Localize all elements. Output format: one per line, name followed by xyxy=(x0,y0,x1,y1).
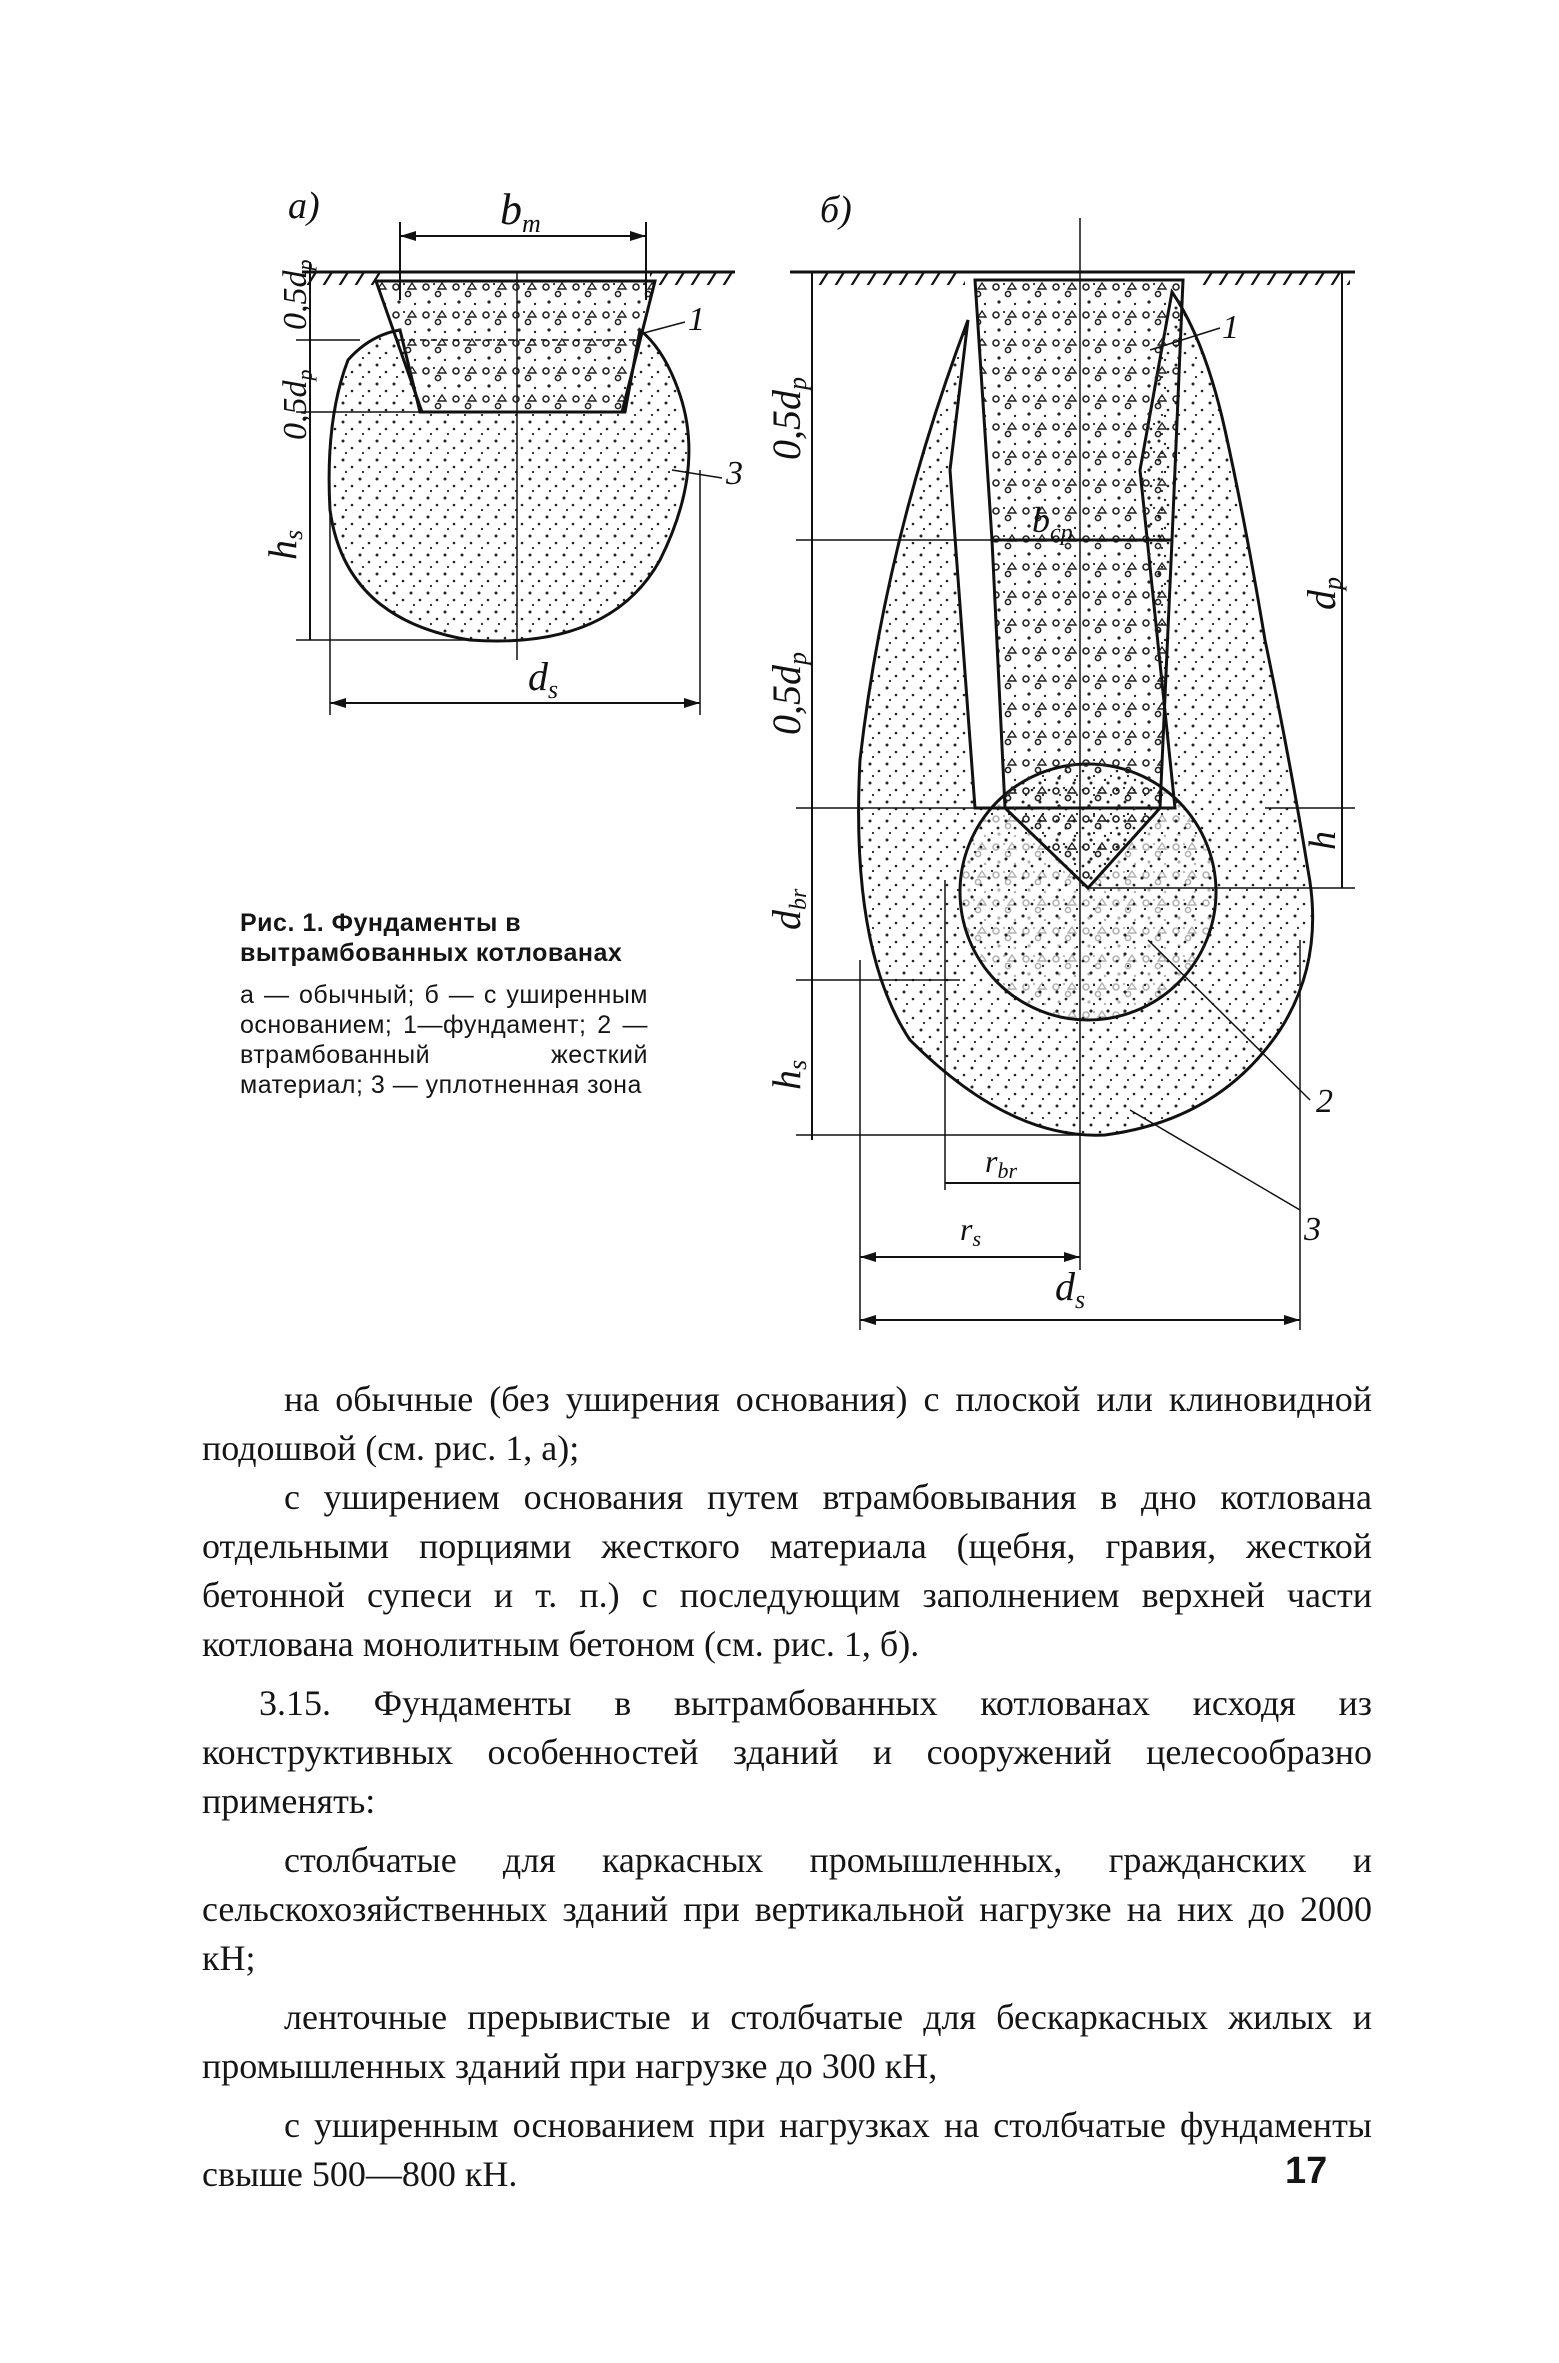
dim-ds: $d_s$ xyxy=(528,654,559,704)
paragraph-1: на обычные (без уширения основания) с плоской или клиновидной подошвой (см. рис. 1, а); xyxy=(202,1379,1372,1468)
dim-b-rbr: rbr xyxy=(985,1143,1018,1183)
panel-a xyxy=(260,185,743,715)
paragraph-4: столбчатые для каркасных промышленных, гражданских и сельскохозяйственных зданий при вертикальной нагрузке на них до 2000 кН; xyxy=(202,1840,1372,1978)
dim-half-dp-2: 0,5dp xyxy=(277,369,317,440)
dim-half-dp-1: 0,5dp xyxy=(277,259,317,330)
dim-b-rs: rs xyxy=(960,1211,982,1251)
dim-hs: hs xyxy=(260,529,308,560)
dim-b-dp: dp xyxy=(1299,577,1347,610)
caption-body: а — обычный; б — с уширенным основанием; 1—фундамент; 2 — втрамбованный жесткий материал; 3 — уплотненная зона xyxy=(240,981,648,1099)
panel-b xyxy=(764,189,1355,1330)
panel-b-label: б) xyxy=(820,189,852,231)
body-text xyxy=(202,1375,1372,2199)
caption-title: Рис. 1. Фундаменты в вытрамбованных котлованах xyxy=(240,909,623,967)
callout-b-3: 3 xyxy=(1304,1211,1321,1248)
page-number: 17 xyxy=(1285,2150,1328,2192)
callout-b-1: 1 xyxy=(1222,309,1239,346)
paragraph-2: с уширением основания путем втрамбовывания в дно котлована отдельными порциями жесткого материала (щебня, гравия, жесткой бетонной супеси и т. п.) с последующим заполнением верхней части котлована монолитным бетоном (см. рис. 1, б). xyxy=(202,1477,1372,1664)
panel-a-label: а) xyxy=(288,185,320,227)
dim-b-h: h xyxy=(1302,831,1344,850)
callout-a-3: 3 xyxy=(726,455,743,492)
callout-b-2: 2 xyxy=(1316,1083,1333,1120)
dim-b-dbr: dbr xyxy=(764,888,812,930)
dim-b-half-dp-2: 0,5dp xyxy=(764,652,812,735)
paragraph-5: ленточные прерывистые и столбчатые для бескаркасных жилых и промышленных зданий при нагрузке до 300 кН, xyxy=(202,1997,1372,2086)
figure-caption xyxy=(240,908,648,1100)
callout-a-1: 1 xyxy=(688,301,705,338)
paragraph-6: с уширенным основанием при нагрузках на столбчатые фундаменты свыше 500—800 кН. xyxy=(202,2105,1372,2194)
dim-b-half-dp-1: 0,5dp xyxy=(764,377,812,460)
paragraph-3-15: 3.15. Фундаменты в вытрамбованных котлованах исходя из конструктивных особенностей зданий и сооружений целесообразно применять: xyxy=(202,1683,1372,1821)
dim-b-hs: hs xyxy=(764,1059,812,1090)
dim-bm: bm xyxy=(500,185,541,238)
dim-b-bcp: $b_{cp}$ xyxy=(1032,500,1073,546)
dim-b-ds: $d_s$ xyxy=(1055,1264,1086,1314)
